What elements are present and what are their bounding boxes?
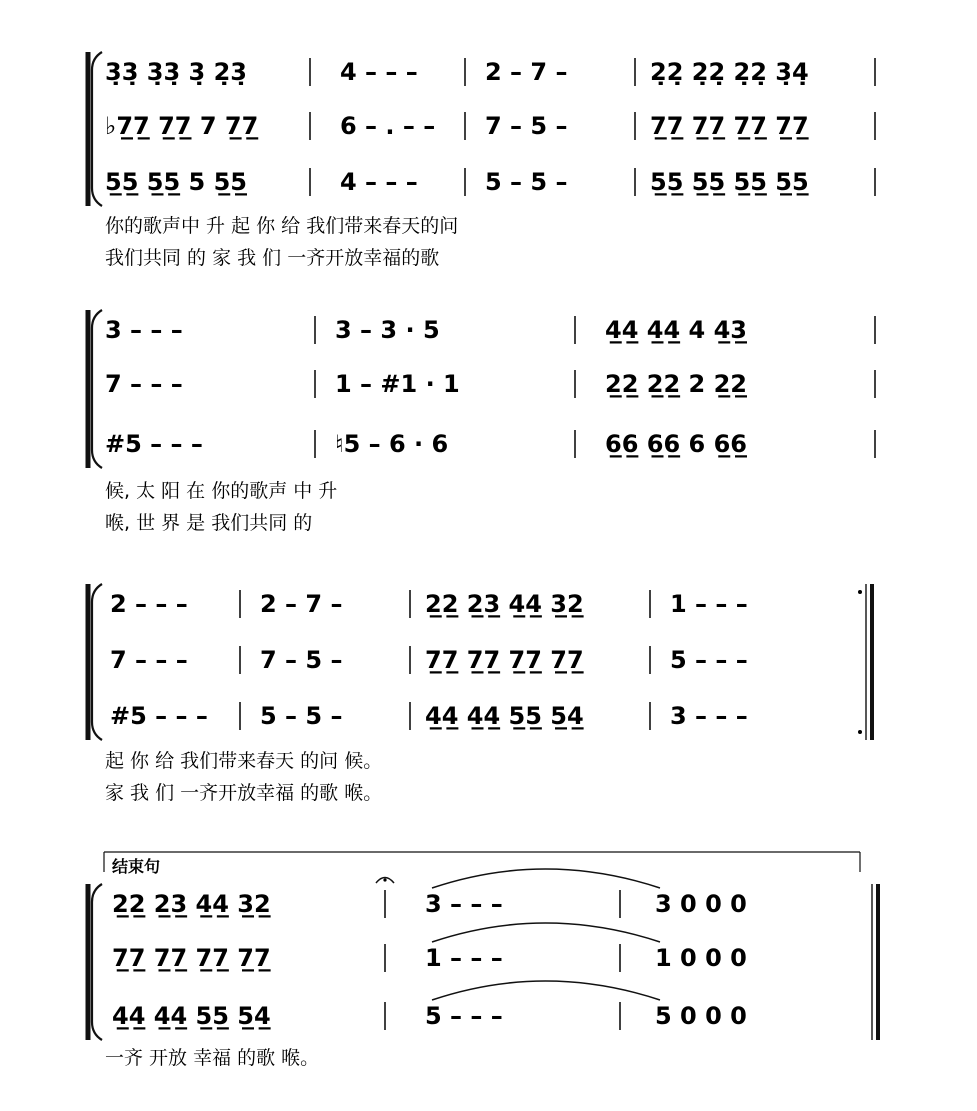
note-measure: 1 – #1 · 1	[335, 370, 460, 398]
note-measure: 3 – – –	[670, 702, 748, 730]
note-measure: 2 – 7 –	[260, 590, 343, 618]
ending-label: 结束句	[112, 857, 161, 876]
note-measure: 2̲2̲ 2̲2̲ 2 2̲2̲	[605, 370, 747, 398]
note-measure: 4 – – –	[340, 168, 418, 196]
note-measure: 7 – 5 –	[485, 112, 568, 140]
repeat-dot	[858, 730, 862, 734]
note-measure: 4̲4̲ 4̲4̲ 5̲5̲ 5̲4̲	[112, 1002, 271, 1030]
tie-arc	[432, 869, 660, 888]
note-measure: 7̲7̲ 7̲7̲ 7̲7̲ 7̲7̲	[112, 944, 271, 972]
note-measure: 3 – – –	[105, 316, 183, 344]
system-bracket	[92, 310, 102, 468]
system-bracket	[92, 884, 102, 1040]
note-measure: 5 – – –	[670, 646, 748, 674]
note-measure: 3 – – –	[425, 890, 503, 918]
repeat-dot	[858, 590, 862, 594]
note-measure: 5 – 5 –	[260, 702, 343, 730]
note-measure: 2̣2̣ 2̣2̣ 2̣2̣ 3̣4̣	[650, 58, 809, 86]
lyric-line: 候, 太 阳 在 你的歌声 中 升	[105, 480, 338, 502]
lyric-line: 起 你 给 我们带来春天 的问 候。	[105, 750, 383, 772]
note-measure: 7̲7̲ 7̲7̲ 7̲7̲ 7̲7̲	[425, 646, 584, 674]
note-measure: 1 – – –	[670, 590, 748, 618]
note-measure: 1 0 0 0	[655, 944, 747, 972]
tie-arc	[432, 981, 660, 1000]
lyric-line: 一齐 开放 幸福 的歌 喉。	[105, 1047, 320, 1069]
note-measure: #5 – – –	[105, 430, 203, 458]
note-measure: ♭7̲7̲ 7̲7̲ 7 7̲7̲	[105, 112, 259, 140]
note-measure: 5 0 0 0	[655, 1002, 747, 1030]
note-measure: 4̲4̲ 4̲4̲ 4 4̲3̲	[605, 316, 747, 344]
note-measure: 7 – – –	[105, 370, 183, 398]
lyric-line: 你的歌声中 升 起 你 给 我们带来春天的问	[105, 215, 459, 237]
note-measure: 5 – 5 –	[485, 168, 568, 196]
note-measure: 7̲7̲ 7̲7̲ 7̲7̲ 7̲7̲	[650, 112, 809, 140]
note-measure: 6̲6̲ 6̲6̲ 6 6̲6̲	[605, 430, 747, 458]
note-measure: 3̣3̣ 3̣3̣ 3̣ 2̣3̣	[105, 58, 247, 86]
note-measure: 1 – – –	[425, 944, 503, 972]
lyric-line: 我们共同 的 家 我 们 一齐开放幸福的歌	[105, 247, 440, 269]
note-measure: #5 – – –	[110, 702, 208, 730]
note-measure: 3 – 3 · 5	[335, 316, 440, 344]
lyric-line: 喉, 世 界 是 我们共同 的	[105, 512, 313, 534]
note-measure: 5̲5̲ 5̲5̲ 5̲5̲ 5̲5̲	[650, 168, 809, 196]
note-measure: 2̲2̲ 2̲3̲ 4̲4̲ 3̲2̲	[112, 890, 271, 918]
note-measure: 4̲4̲ 4̲4̲ 5̲5̲ 5̲4̲	[425, 702, 584, 730]
lyric-line: 家 我 们 一齐开放幸福 的歌 喉。	[105, 782, 383, 804]
note-measure: 5̲5̲ 5̲5̲ 5 5̲5̲	[105, 168, 247, 196]
note-measure: 5 – – –	[425, 1002, 503, 1030]
note-measure: 7 – 5 –	[260, 646, 343, 674]
note-measure: 6 – . – –	[340, 112, 436, 140]
note-measure: ♮5 – 6 · 6	[335, 430, 449, 458]
note-measure: 3 0 0 0	[655, 890, 747, 918]
note-measure: 2̲2̲ 2̲3̲ 4̲4̲ 3̲2̲	[425, 590, 584, 618]
system-bracket	[92, 584, 102, 740]
note-measure: 7 – – –	[110, 646, 188, 674]
note-measure: 4 – – –	[340, 58, 418, 86]
system-bracket	[92, 52, 102, 206]
note-measure: 2 – 7 –	[485, 58, 568, 86]
fermata-dot	[383, 878, 386, 881]
tie-arc	[432, 923, 660, 942]
note-measure: 2 – – –	[110, 590, 188, 618]
